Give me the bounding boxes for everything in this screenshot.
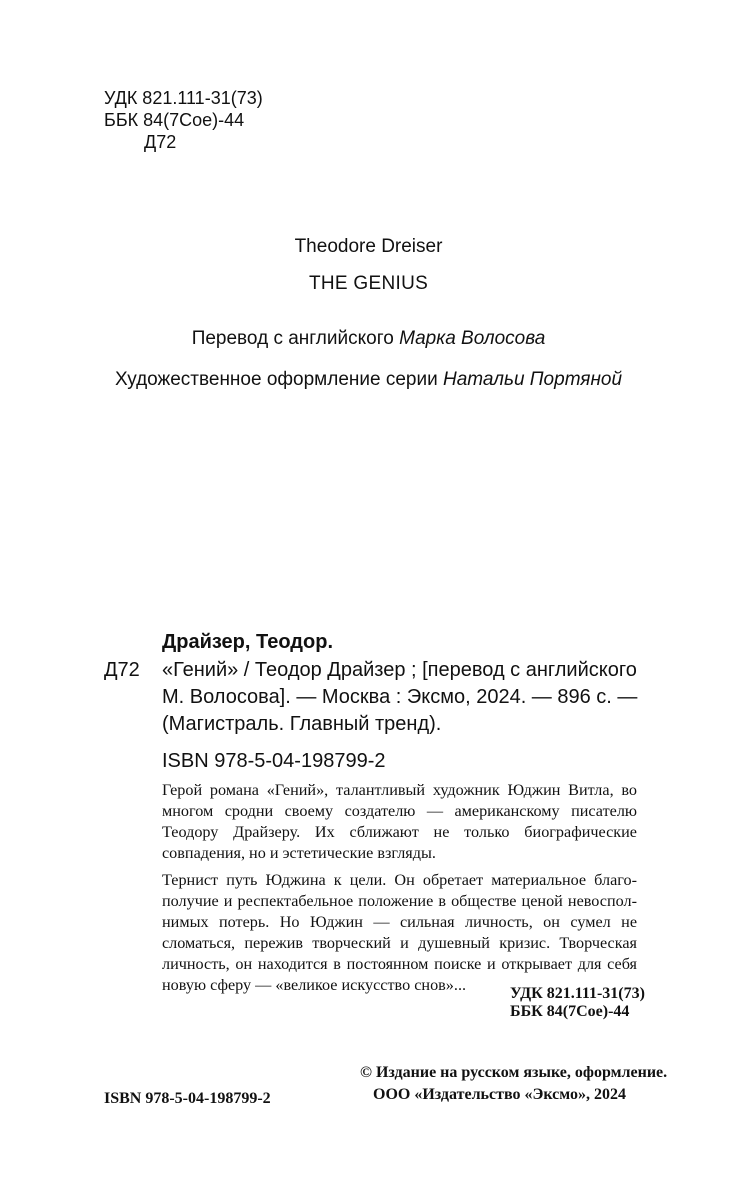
- annotation-paragraph-1: Герой романа «Гений», талантливый художник Юджин Витла, во многом сродни своему создателю — американскому писателю Теодору Драйзеру. Их сближают не только биографические совпадения, но и эстетические взгляды.: [162, 781, 637, 862]
- annotation-paragraph-2: Тернист путь Юджина к цели. Он обретает материальное благополучие и респектабельное положение в обществе ценой невосполнимых потерь. Но Юджин — сильная личность, он сумел не сломаться, пережив творческий и душевный кризис. Творческая личность, он находится в постоянном поиске и открывает для себя новую сферу — «великое искусство снов»...: [162, 871, 637, 994]
- translation-label: Перевод с английского: [191, 328, 394, 349]
- bbk-code: ББК 84(7Сое)-44: [104, 110, 245, 130]
- design-label: Художественное оформление серии: [114, 369, 438, 390]
- designer-name: Натальи Портяной: [442, 369, 623, 390]
- bib-line-3: (Магистраль. Главный тренд).: [162, 713, 442, 735]
- bib-author-heading: Драйзер, Теодор.: [162, 631, 333, 653]
- translator-name: Марка Волосова: [399, 328, 546, 349]
- bib-line-2: М. Волосова]. — Москва : Эксмо, 2024. — 896 с. —: [162, 686, 638, 708]
- annotation: [162, 780, 637, 996]
- footer-isbn: ISBN 978-5-04-198799-2: [104, 1090, 271, 1107]
- copyright-line-2: ООО «Издательство «Эксмо», 2024: [373, 1086, 626, 1103]
- translation-credit: [0, 328, 737, 350]
- bbk-code-bottom: ББК 84(7Сое)-44: [510, 1003, 630, 1020]
- original-author: Theodore Dreiser: [294, 236, 443, 257]
- udk-code-bottom: УДК 821.111-31(73): [510, 985, 645, 1002]
- bib-mark: Д72: [104, 659, 140, 681]
- design-credit: [0, 369, 737, 391]
- udk-code: УДК 821.111-31(73): [104, 88, 263, 108]
- bib-line-1: «Гений» / Теодор Драйзер ; [перевод с английского: [162, 659, 637, 681]
- copyright-line-1: © Издание на русском языке, оформление.: [360, 1064, 668, 1081]
- author-mark: Д72: [144, 132, 177, 152]
- bib-isbn: ISBN 978-5-04-198799-2: [162, 750, 386, 772]
- original-title: THE GENIUS: [308, 273, 429, 294]
